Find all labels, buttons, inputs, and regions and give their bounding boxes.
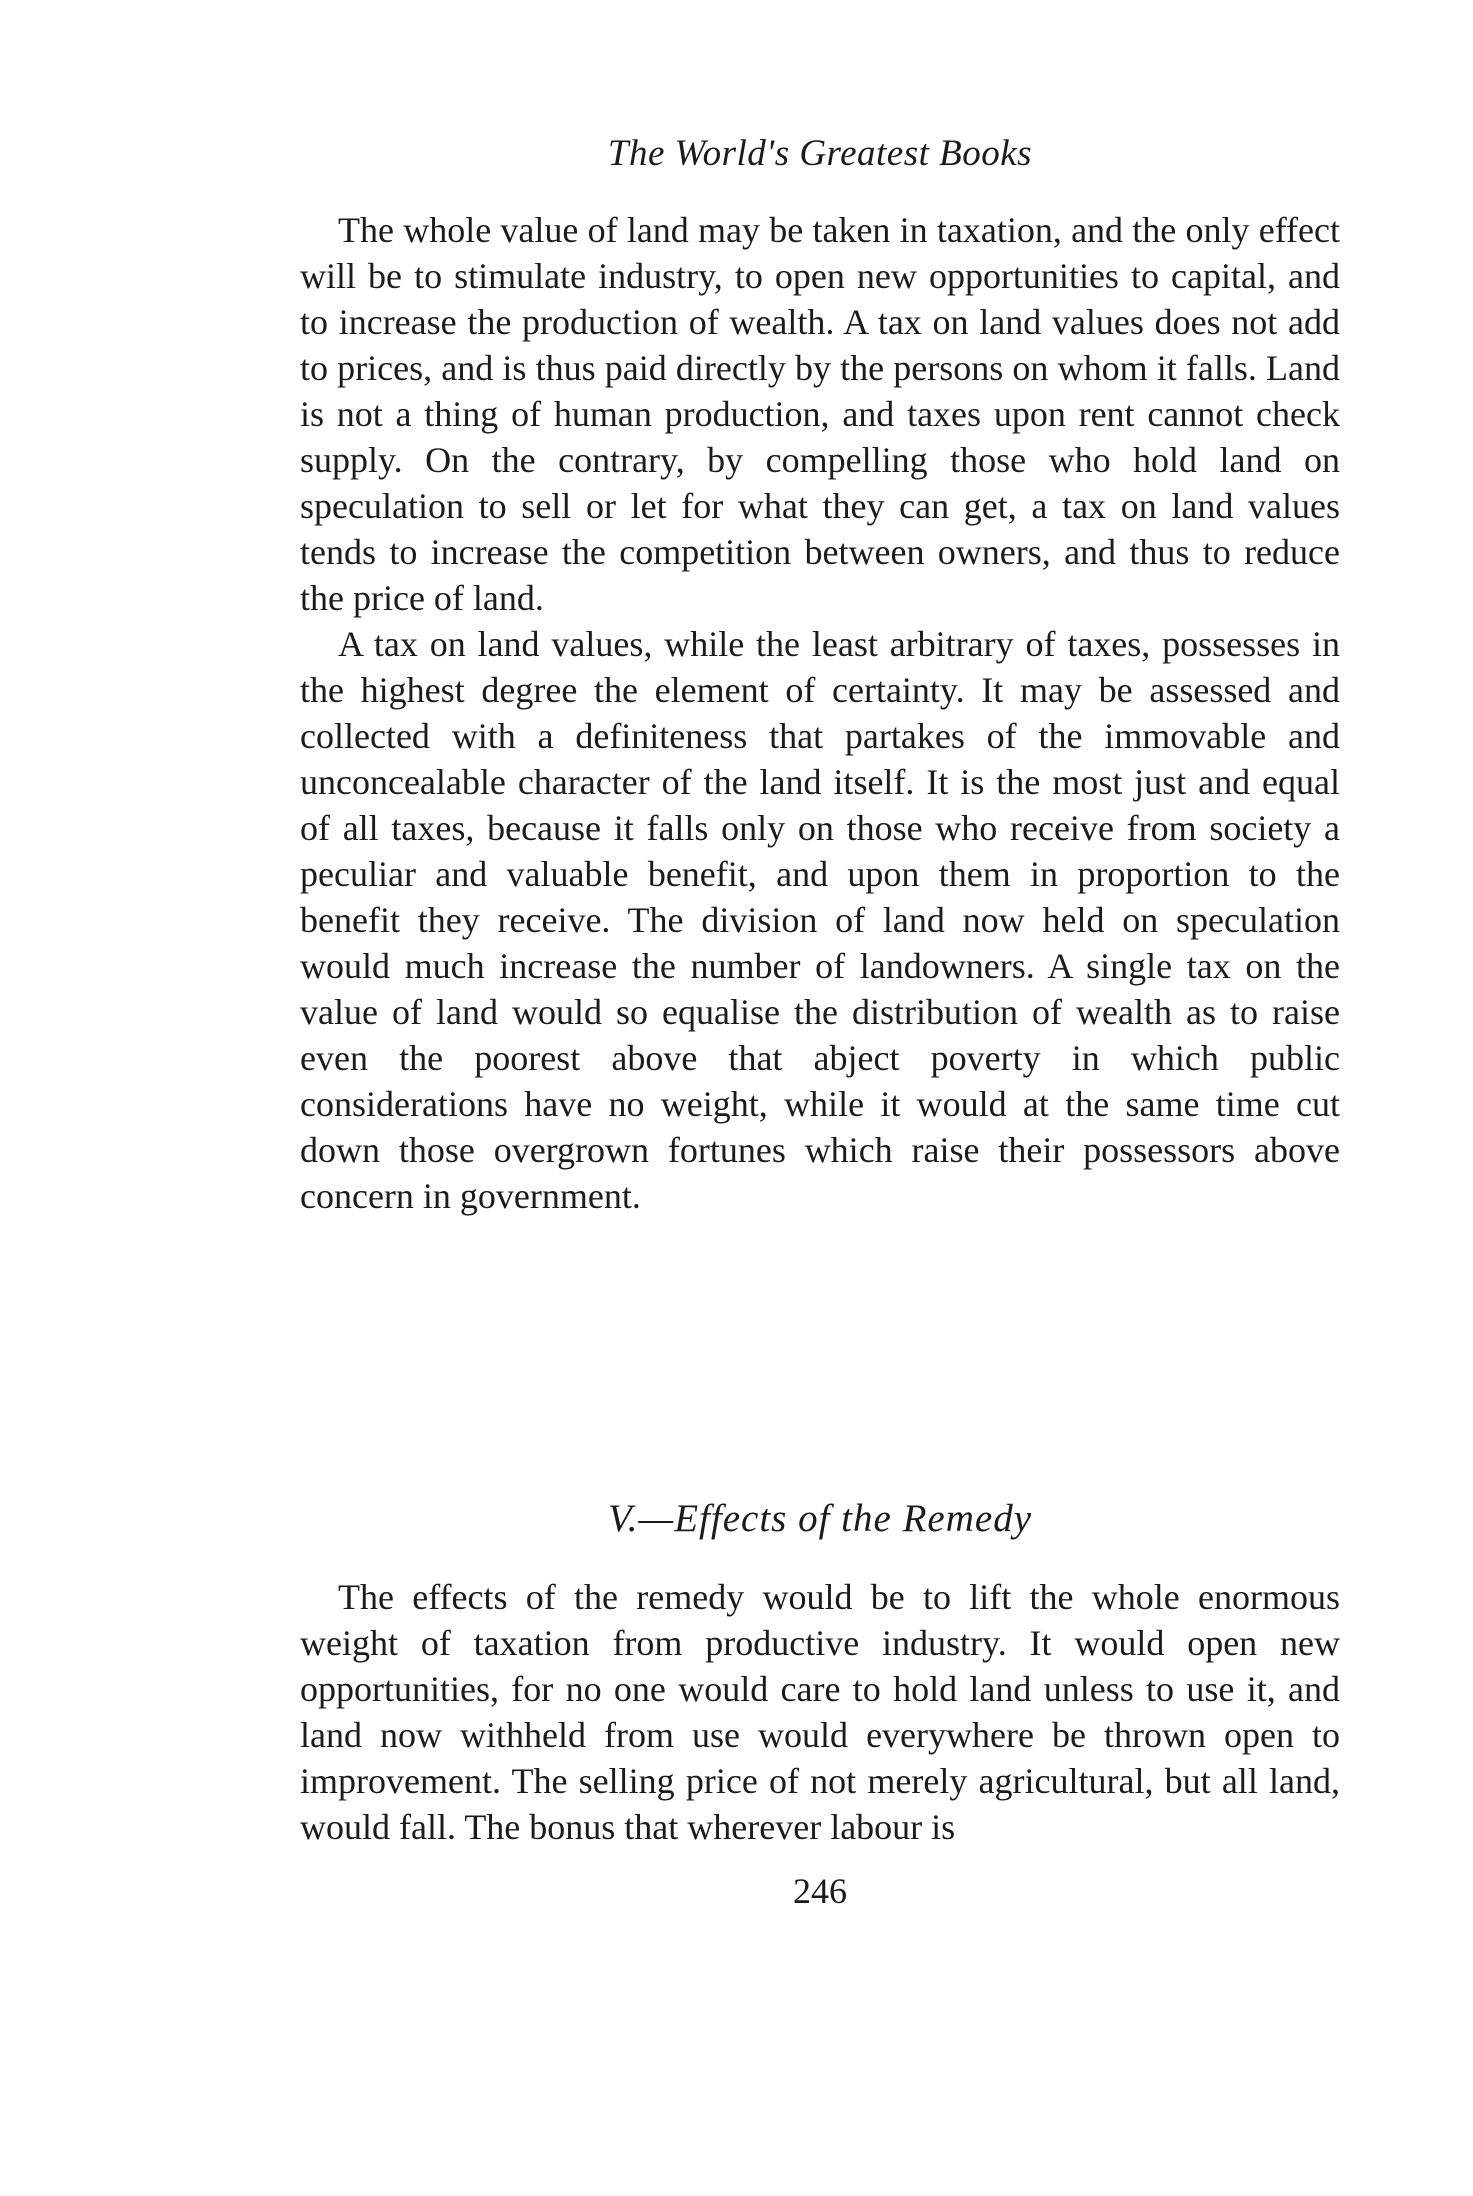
body-text <box>300 207 1340 1219</box>
paragraph: A tax on land values, while the least arbitrary of taxes, possesses in the highest degree the element of certainty. It may be assessed and collected with a definiteness that partakes of the immovable and unconcealable character of the land itself. It is the most just and equal of all taxes, because it falls only on those who receive from society a peculiar and valuable benefit, and upon them in proportion to the benefit they receive. The division of land now held on speculation would much increase the number of landowners. A single tax on the value of land would so equalise the distribution of wealth as to raise even the poorest above that abject poverty in which public considerations have no weight, while it would at the same time cut down those overgrown fortunes which raise their possessors above concern in government. <box>300 624 1340 1216</box>
page-number: 246 <box>793 1871 847 1911</box>
paragraph: The effects of the remedy would be to lift the whole enormous weight of taxation from productive industry. It would open new opportunities, for no one would care to hold land unless to use it, and land now withheld from use would everywhere be thrown open to improvement. The selling price of not merely agricultural, but all land, would fall. The bonus that wherever labour is <box>300 1577 1340 1847</box>
running-header: The World's Greatest Books <box>607 133 1033 174</box>
section-body-text <box>300 1574 1340 1850</box>
section-heading: V.—Effects of the Remedy <box>608 1497 1032 1540</box>
paragraph: The whole value of land may be taken in taxation, and the only effect will be to stimulate industry, to open new opportunities to capital, and to increase the production of wealth. A tax on land values does not add to prices, and is thus paid directly by the persons on whom it falls. Land is not a thing of human production, and taxes upon rent cannot check supply. On the contrary, by compelling those who hold land on speculation to sell or let for what they can get, a tax on land values tends to increase the competition between owners, and thus to reduce the price of land. <box>300 210 1340 618</box>
